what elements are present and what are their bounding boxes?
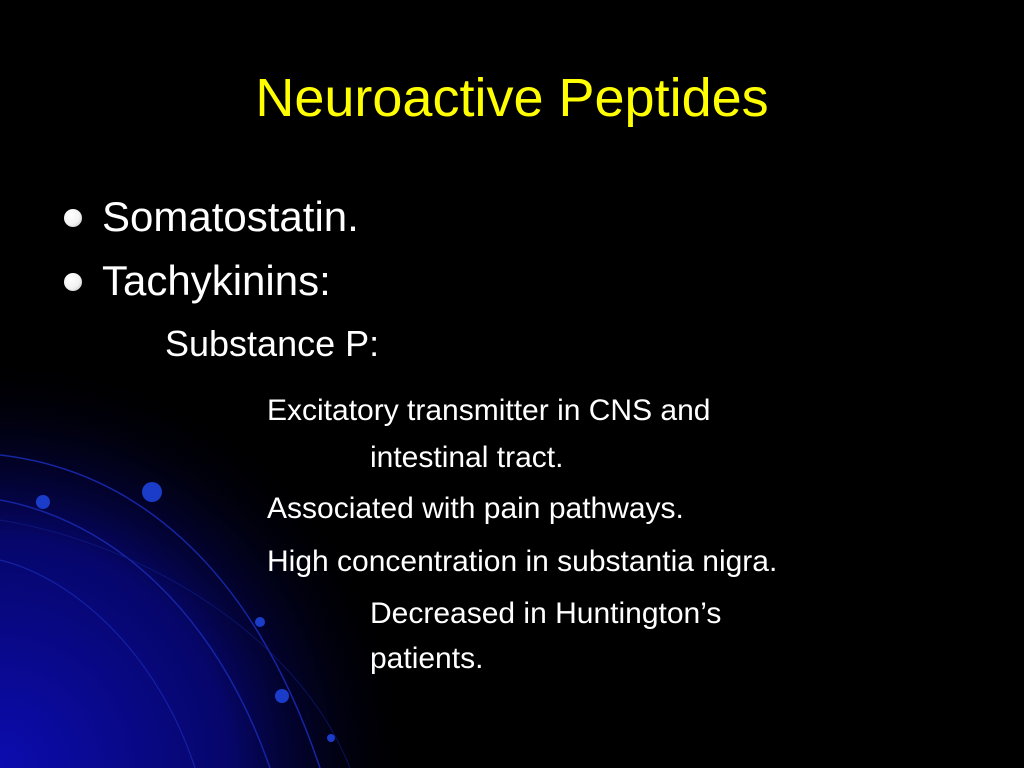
detail-line: Excitatory transmitter in CNS and bbox=[267, 394, 711, 427]
decor-dot bbox=[255, 617, 265, 627]
decor-dot bbox=[36, 495, 50, 509]
slide-title: Neuroactive Peptides bbox=[255, 68, 769, 128]
decor-dot bbox=[275, 689, 289, 703]
detail-line-continued: intestinal tract. bbox=[370, 441, 564, 474]
corner-glow bbox=[0, 300, 420, 768]
bullet-dot-icon bbox=[64, 273, 82, 291]
bullet-text: Tachykinins: bbox=[102, 257, 331, 304]
subheading: Substance P: bbox=[165, 323, 380, 364]
bullet-dot-icon bbox=[64, 209, 82, 227]
detail-line: High concentration in substantia nigra. bbox=[267, 545, 778, 578]
decor-dot bbox=[327, 734, 335, 742]
sub-detail-line-continued: patients. bbox=[370, 642, 484, 675]
detail-line: Associated with pain pathways. bbox=[267, 492, 684, 525]
bullet-text: Somatostatin. bbox=[102, 193, 359, 240]
decor-dot bbox=[142, 482, 162, 502]
sub-detail-line: Decreased in Huntington’s bbox=[370, 597, 722, 630]
